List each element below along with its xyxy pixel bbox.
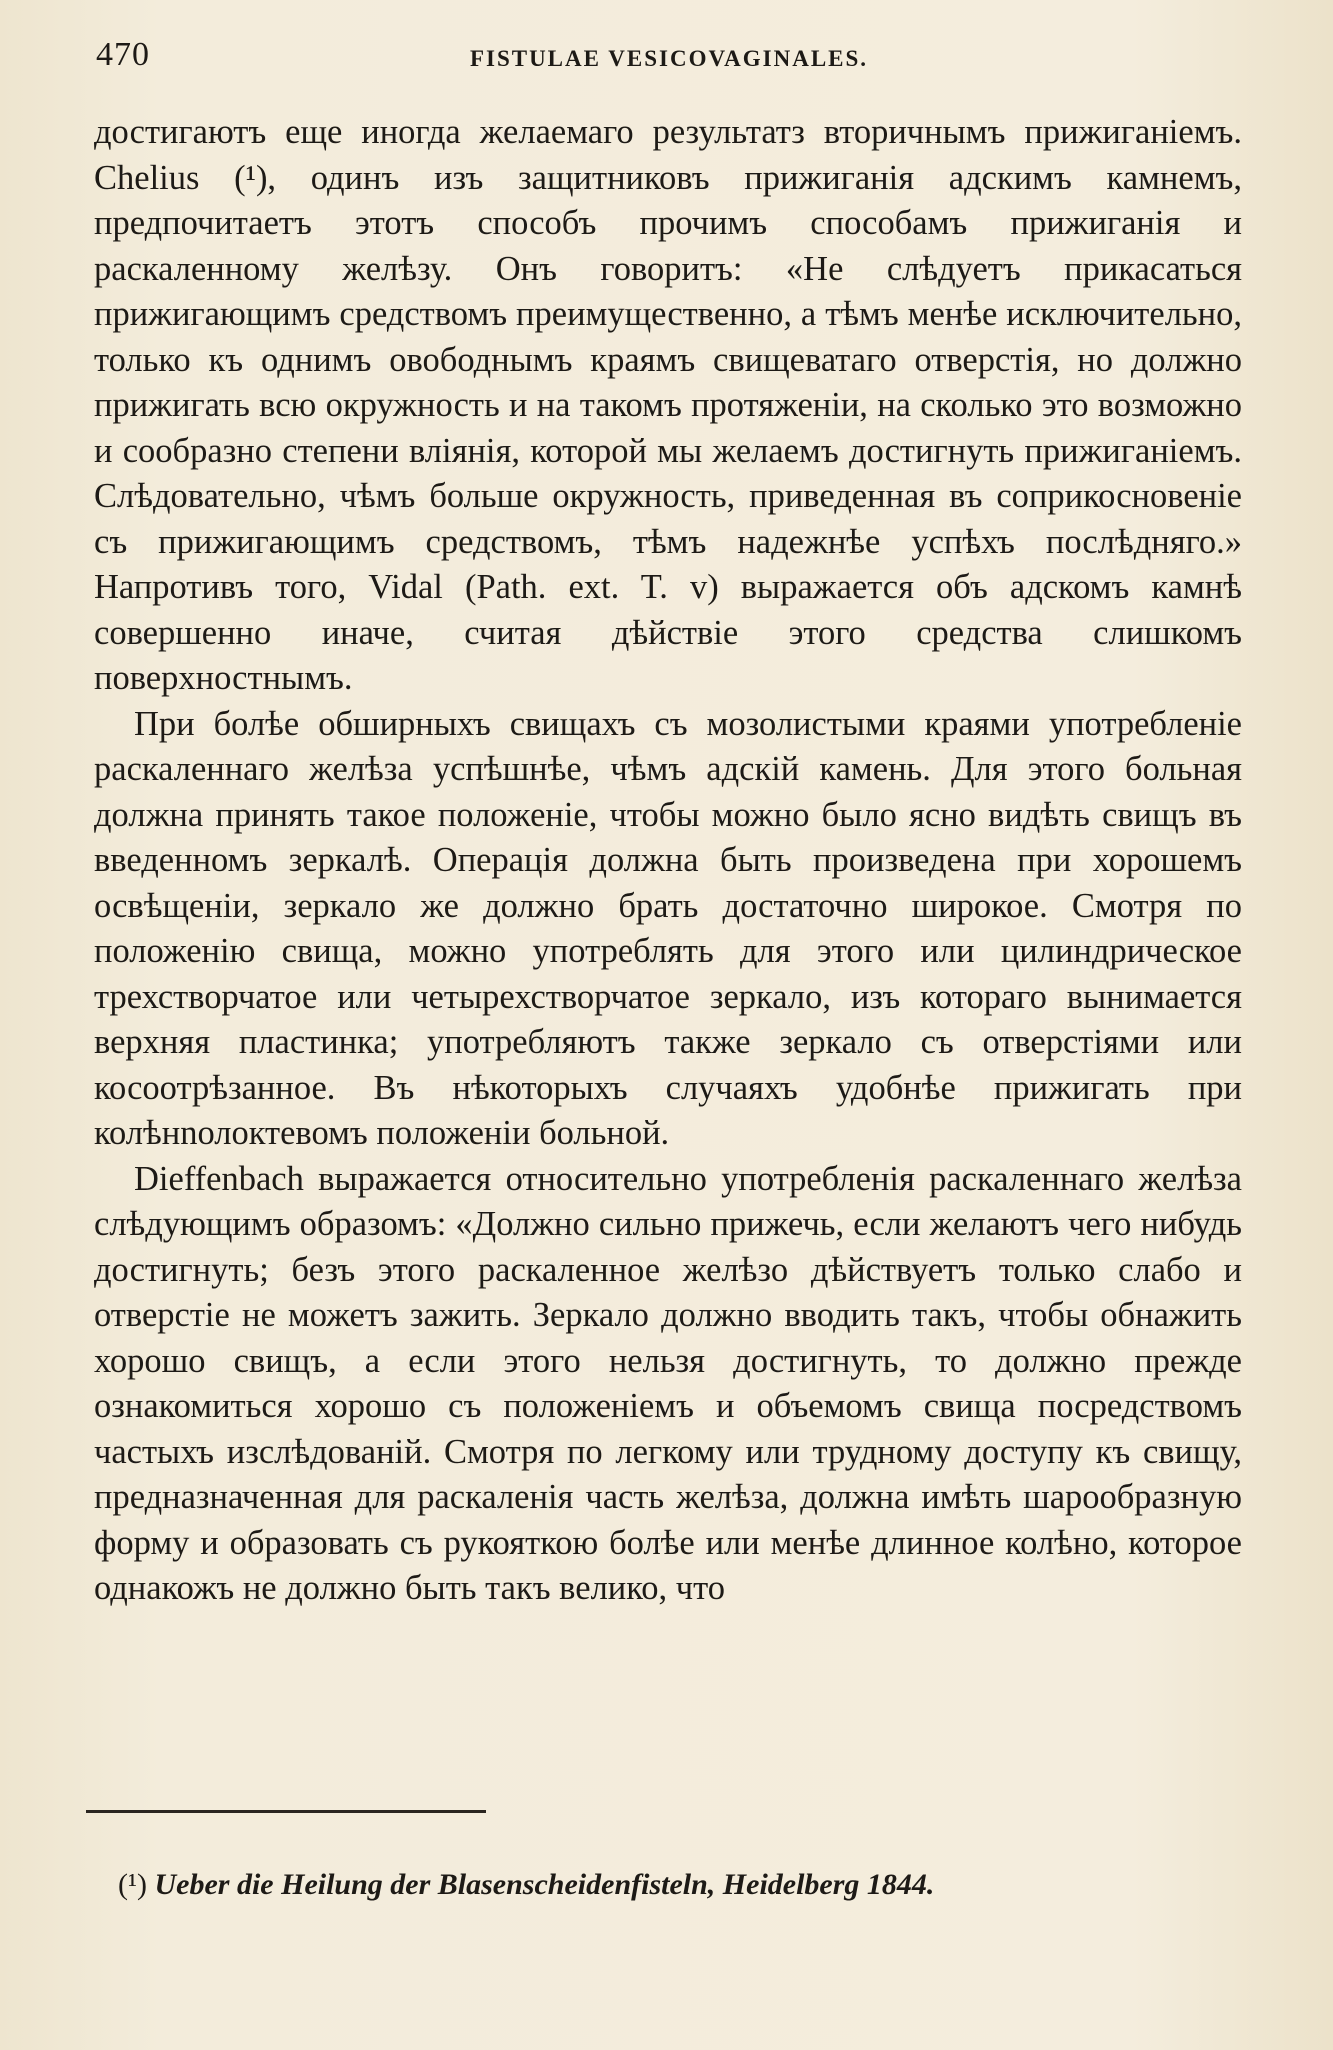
body-text (94, 110, 1242, 1612)
page-header (96, 30, 1242, 80)
footnote-mark: (¹) (118, 1868, 147, 1901)
footnote-rule (86, 1810, 486, 1813)
footnote (118, 1868, 1218, 1902)
paragraph-2: При болѣе обширныхъ свищахъ съ мозолистыми краями употребленіе раскаленнаго желѣза успѣшнѣе, чѣмъ адскій камень. Для этого больная должна принять такое положеніе, чтобы можно было ясно видѣть свищъ въ введенномъ зеркалѣ. Операція должна быть произведена при хорошемъ освѣщеніи, зеркало же должно брать достаточно широкое. Смотря по положенію свища, можно употреблять для этого или цилиндрическое трехстворчатое или четырехстворчатое зеркало, изъ котораго вынимается верхняя пластинка; употребляютъ также зеркало съ отверстіями или косоотрѣзанное. Въ нѣкоторыхъ случаяхъ удобнѣе прижигать при колѣнnолоктевомъ положеніи больной. (94, 704, 1242, 1152)
page-number: 470 (96, 36, 150, 73)
paragraph-1: достигаютъ еще иногда желаемаго результатз вторичнымъ прижиганіемъ. Chelius (¹), одинъ изъ защитниковъ прижиганія адскимъ камнемъ, предпочитаетъ этотъ способъ прочимъ способамъ прижиганія и раскаленному желѣзу. Онъ говоритъ: «Не слѣдуетъ прикасаться прижигающимъ средствомъ преимущественно, а тѣмъ менѣе исключительно, только къ однимъ овободнымъ краямъ свищеватаго отверстія, но должно прижигать всю окружность и на такомъ протяженіи, на сколько это возможно и сообразно степени вліянія, которой мы желаемъ достигнуть прижиганіемъ. Слѣдовательно, чѣмъ больше окружность, приведенная въ соприкосновеніе съ прижигающимъ средствомъ, тѣмъ надежнѣе успѣхъ послѣдняго.» Напротивъ того, Vidal (Path. ext. T. v) выражается объ адскомъ камнѣ совершенно иначе, считая дѣйствіе этого средства слишкомъ поверхностнымъ. (94, 113, 1242, 697)
footnote-text: Ueber die Heilung der Blasenscheidenfisteln, Heidelberg 1844. (154, 1868, 935, 1901)
running-head: FISTULAE VESICOVAGINALES. (469, 46, 869, 71)
paragraph-3: Dieffenbach выражается относительно употребленія раскаленнаго желѣза слѣдующимъ образомъ: «Должно сильно прижечь, если желаютъ чего нибудь достигнуть; безъ этого раскаленное желѣзо дѣйствуетъ только слабо и отверстіе не можетъ зажить. Зеркало должно вводить такъ, чтобы обнажить хорошо свищъ, а если этого нельзя достигнуть, то должно прежде ознакомиться хорошо съ положеніемъ и объемомъ свища посредствомъ частыхъ изслѣдованій. Смотря по легкому или трудному доступу къ свищу, предназначенная для раскаленія часть желѣза, должна имѣть шарообразную форму и образовать съ рукояткою болѣе или менѣе длинное колѣно, которое однакожъ не должно быть такъ велико, что (94, 1159, 1242, 1607)
